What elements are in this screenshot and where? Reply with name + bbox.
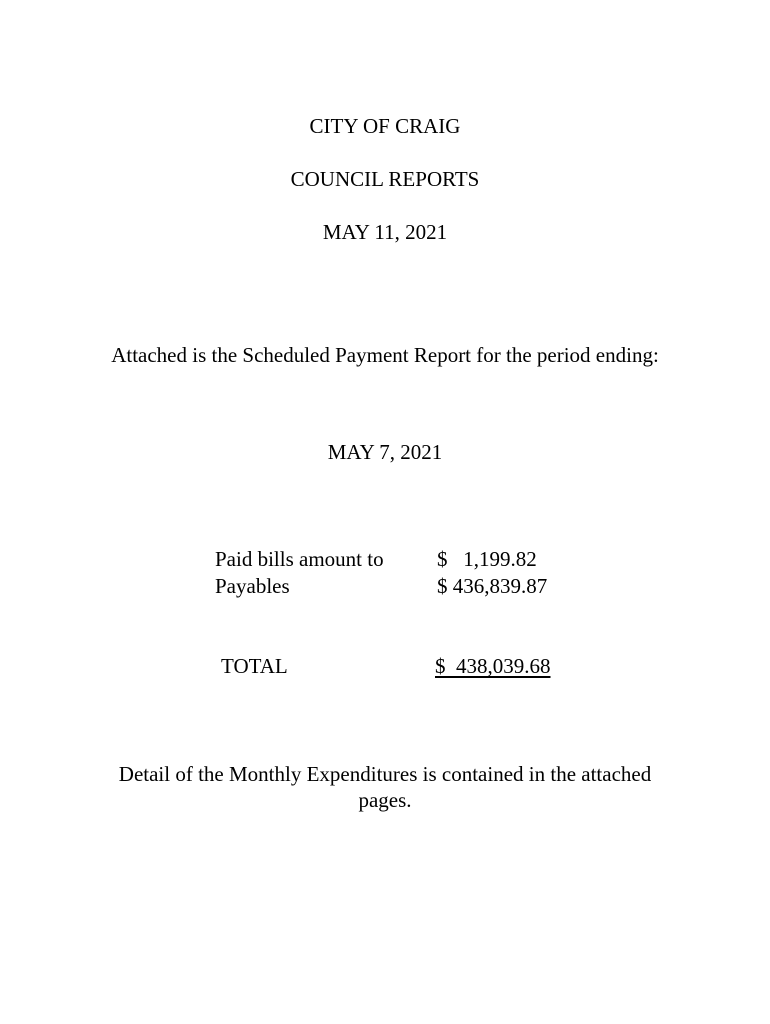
- paid-bills-value: $ 1,199.82: [437, 547, 537, 571]
- payables-value: $ 436,839.87: [437, 574, 548, 598]
- period-end-date: MAY 7, 2021: [327, 440, 443, 464]
- city-name: CITY OF CRAIG: [309, 114, 461, 138]
- payables-label: Payables: [215, 574, 290, 598]
- total-value: $ 438,039.68: [435, 654, 551, 678]
- paid-bills-label: Paid bills amount to: [215, 547, 384, 571]
- report-date: MAY 11, 2021: [322, 220, 448, 244]
- footer-paragraph: Detail of the Monthly Expenditures is contained in the attached pages.: [118, 762, 652, 812]
- intro-paragraph: Attached is the Scheduled Payment Report for the period ending:: [111, 343, 659, 367]
- total-label: TOTAL: [221, 654, 288, 678]
- report-title: COUNCIL REPORTS: [290, 167, 480, 191]
